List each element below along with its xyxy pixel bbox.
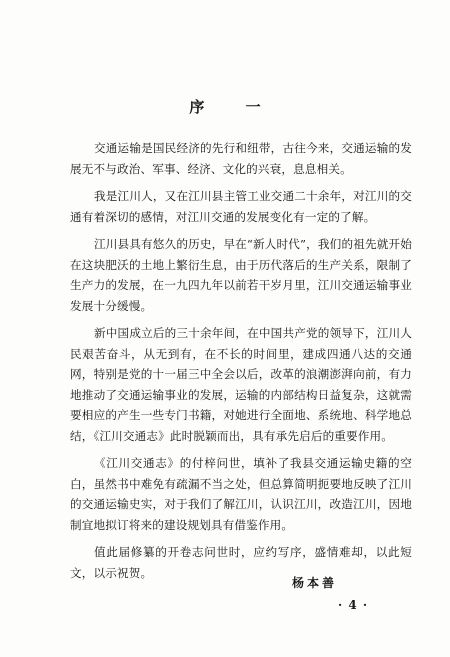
paragraph-4: 新中国成立后的三十余年间，在中国共产党的领导下，江川人民艰苦奋斗，从无到有，在不长的时间里，建成四通八达的交通网，特别是党的十一届三中全会以后，改革的浪潮澎湃向前，有力地推动了交通运输事业的发展，运输的内部结构日益复杂，这就需要相应的产生一些专门书籍，对她进行全面地、系统地、科学地总结，《江川交通志》此时脱颖而出，具有承先启后的重要作用。 [70, 326, 412, 443]
document-body [70, 138, 412, 590]
paragraph-3: 江川县具有悠久的历史，早在“新人时代”，我们的祖先就开始在这块肥沃的土地上繁衍生息，由于历代落后的生产关系，限制了生产力的发展，在一九四九年以前若干岁月里，江川交通运输事业发展十分缓慢。 [70, 237, 412, 313]
paragraph-2: 我是江川人，又在江川县主管工业交通二十余年，对江川的交通有着深切的感情，对江川交通的发展变化有一定的了解。 [70, 189, 412, 224]
paragraph-5: 《江川交通志》的付梓问世，填补了我县交通运输史籍的空白，虽然书中难免有疏漏不当之处，但总算简明扼要地反映了江川的交通运输史实，对于我们了解江川，认识江川，改造江川，因地制宜地拟订将来的建设规划具有借鉴作用。 [70, 456, 412, 532]
page-title: 序 一 [189, 98, 279, 116]
author-signature: 杨本善 [292, 576, 338, 590]
paragraph-6: 值此届修纂的开卷志问世时，应约写序，盛情难却，以此短文，以示祝贺。 [70, 545, 412, 580]
paragraph-1: 交通运输是国民经济的先行和纽带，古往今来，交通运输的发展无不与政治、军事、经济、文化的兴衰，息息相关。 [70, 141, 412, 176]
page-number: · 4 · [338, 598, 369, 612]
